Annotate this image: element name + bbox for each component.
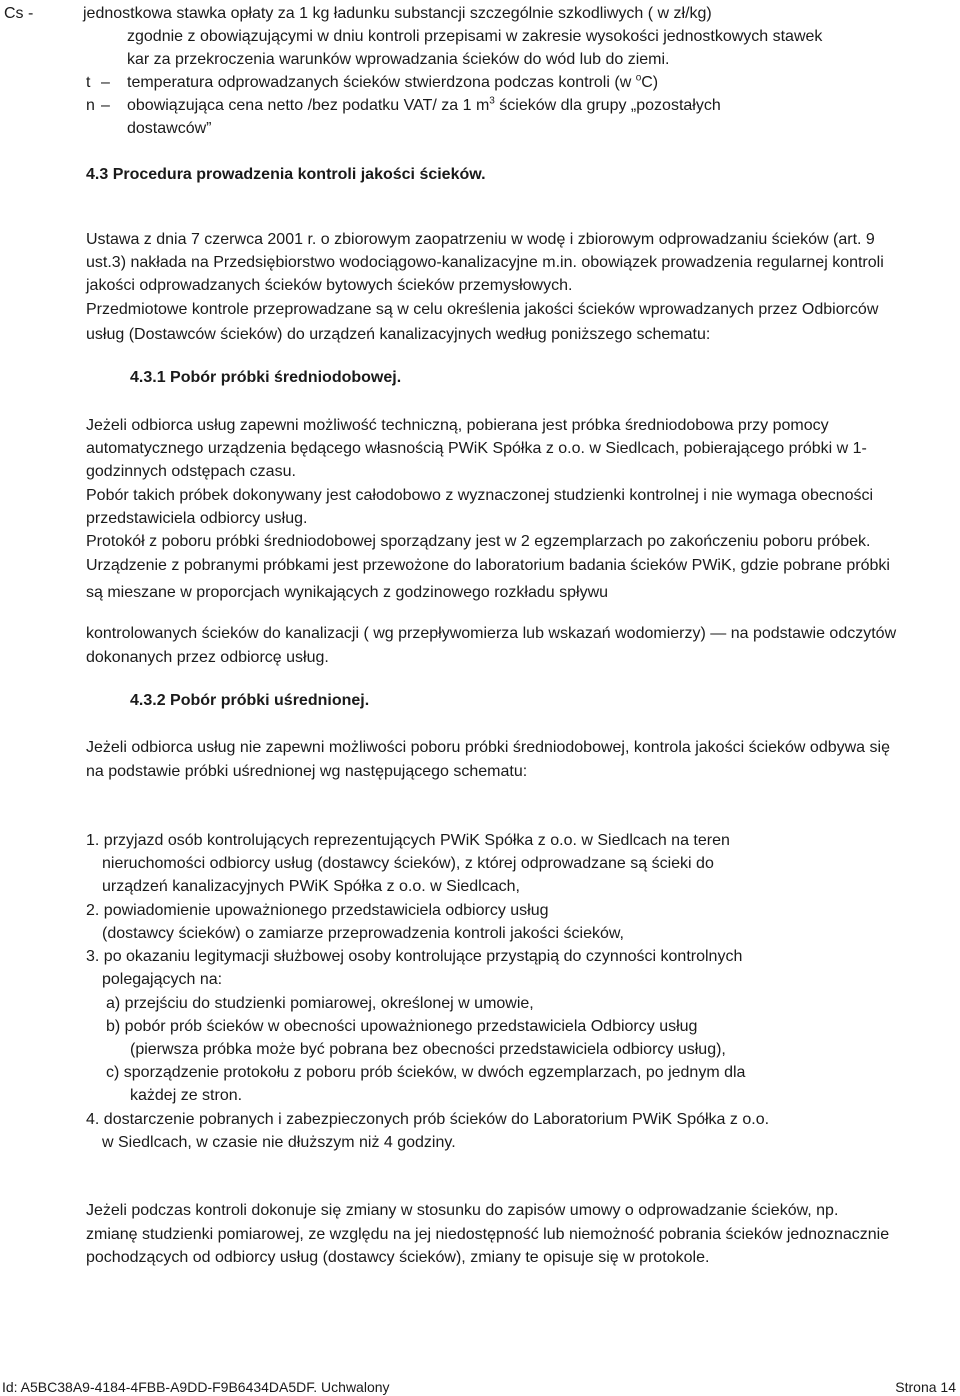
paragraph-line: Protokół z poboru próbki średniodobowej sporządzany jest w 2 egzemplarzach po zakończeniu poboru próbek. bbox=[86, 533, 871, 550]
paragraph-line: godzinnych odstępach czasu. bbox=[86, 463, 296, 480]
paragraph-line: Jeżeli odbiorca usług nie zapewni możliwości poboru próbki średniodobowej, kontrola jakości ścieków odbywa się bbox=[86, 739, 890, 756]
paragraph-line: ust.3) nakłada na Przedsiębiorstwo wodociągowo-kanalizacyjne m.in. obowiązek prowadzenia regularnej kontroli bbox=[86, 254, 884, 271]
paragraph-line: automatycznego urządzenia będącego własnością PWiK Spółka z o.o. w Siedlcach, pobierającego próbki w 1- bbox=[86, 440, 867, 457]
paragraph-line: Przedmiotowe kontrole przeprowadzane są w celu określenia jakości ścieków wprowadzanych przez Odbiorców bbox=[86, 301, 879, 318]
paragraph-line: pochodzących od odbiorcy usług (dostawcy ścieków), zmiany te opisuje się w protokole. bbox=[86, 1249, 710, 1266]
paragraph-line: Pobór takich próbek dokonywany jest całodobowo z wyznaczonej studzienki kontrolnej i nie wymaga obecności bbox=[86, 487, 874, 504]
section-heading-4-3-2: 4.3.2 Pobór próbki uśrednionej. bbox=[130, 692, 370, 709]
paragraph-line: na podstawie próbki uśrednionej wg następującego schematu: bbox=[86, 763, 528, 780]
sub-list-item: a) przejściu do studzienki pomiarowej, określonej w umowie, bbox=[106, 995, 534, 1012]
definition-cs-line: jednostkowa stawka opłaty za 1 kg ładunku substancji szczególnie szkodliwych ( w zł/kg) bbox=[83, 5, 712, 22]
paragraph-line: Urządzenie z pobranymi próbkami jest przewożone do laboratorium badania ścieków PWiK, gdzie pobrane próbki bbox=[86, 557, 890, 574]
paragraph-line: kontrolowanych ścieków do kanalizacji ( wg przepływomierza lub wskazań wodomierzy) — na podstawie odczytów bbox=[86, 625, 897, 642]
definition-t-text: temperatura odprowadzanych ścieków stwierdzona podczas kontroli (w $^o$C) bbox=[127, 72, 659, 91]
paragraph-line: Ustawa z dnia 7 czerwca 2001 r. o zbiorowym zaopatrzeniu w wodę i zbiorowym odprowadzaniu ścieków (art. 9 bbox=[86, 231, 875, 248]
list-item-continuation: polegających na: bbox=[102, 971, 223, 988]
list-item: 2. powiadomienie upoważnionego przedstawiciela odbiorcy usług bbox=[86, 902, 549, 919]
sub-list-item: c) sporządzenie protokołu z poboru prób ścieków, w dwóch egzemplarzach, po jednym dla bbox=[106, 1064, 746, 1081]
definition-cs-line: kar za przekroczenia warunków wprowadzania ścieków do wód lub do ziemi. bbox=[127, 51, 670, 68]
sub-list-item-continuation: (pierwsza próbka może być pobrana bez obecności przedstawiciela odbiorcy usług), bbox=[130, 1041, 726, 1058]
definition-n-text: obowiązująca cena netto /bez podatku VAT/ za 1 $m^3$ ścieków dla grupy „pozostałych bbox=[127, 95, 721, 114]
list-item: 4. dostarczenie pobranych i zabezpieczonych prób ścieków do Laboratorium PWiK Spółka z o.o. bbox=[86, 1111, 770, 1128]
paragraph-line: Jeżeli odbiorca usług zapewni możliwość techniczną, pobierana jest próbka średniodobowa przy pomocy bbox=[86, 417, 829, 434]
list-item-continuation: w Siedlcach, w czasie nie dłuższym niż 4 godziny. bbox=[102, 1134, 456, 1151]
definition-t-symbol: t bbox=[86, 74, 91, 91]
footer-document-id: Id: A5BC38A9-4184-4FBB-A9DD-F9B6434DA5DF. Uchwalony bbox=[2, 1379, 390, 1395]
list-item: 1. przyjazd osób kontrolujących reprezentujących PWiK Spółka z o.o. w Siedlcach na teren bbox=[86, 832, 730, 849]
list-item-continuation: (dostawcy ścieków) o zamiarze przeprowadzenia kontroli jakości ścieków, bbox=[102, 925, 624, 942]
paragraph-line: jakości odprowadzanych ścieków bytowych ścieków przemysłowych. bbox=[86, 277, 573, 294]
paragraph-line: zmianę studzienki pomiarowej, ze względu na jej niedostępność lub niemożność pobrania ścieków jednoznacznie bbox=[86, 1226, 890, 1243]
section-heading-4-3-1: 4.3.1 Pobór próbki średniodobowej. bbox=[130, 369, 402, 386]
definition-t-dash: – bbox=[101, 74, 110, 91]
sub-list-item: b) pobór prób ścieków w obecności upoważnionego przedstawiciela Odbiorcy usług bbox=[106, 1018, 698, 1035]
footer-page-number: Strona 14 bbox=[895, 1379, 956, 1395]
paragraph-line: są mieszane w proporcjach wynikających z godzinowego rozkładu spływu bbox=[86, 584, 609, 601]
paragraph-line: dokonanych przez odbiorcę usług. bbox=[86, 649, 329, 666]
sub-list-item-continuation: każdej ze stron. bbox=[130, 1087, 243, 1104]
definition-cs-symbol: Cs - bbox=[4, 5, 34, 22]
list-item-continuation: urządzeń kanalizacyjnych PWiK Spółka z o.o. w Siedlcach, bbox=[102, 878, 520, 895]
paragraph-line: przedstawiciela odbiorcy usług. bbox=[86, 510, 308, 527]
list-item: 3. po okazaniu legitymacji służbowej osoby kontrolujące przystąpią do czynności kontrolnych bbox=[86, 948, 743, 965]
list-item-continuation: nieruchomości odbiorcy usług (dostawcy ścieków), z której odprowadzane są ścieki do bbox=[102, 855, 714, 872]
definition-n-dash: – bbox=[101, 97, 110, 114]
section-heading-4-3: 4.3 Procedura prowadzenia kontroli jakości ścieków. bbox=[86, 166, 486, 183]
definition-n-line: dostawców” bbox=[127, 120, 212, 137]
paragraph-line: usług (Dostawców ścieków) do urządzeń kanalizacyjnych według poniższego schematu: bbox=[86, 326, 711, 343]
definition-n-symbol: n bbox=[86, 97, 95, 114]
definition-cs-line: zgodnie z obowiązującymi w dniu kontroli przepisami w zakresie wysokości jednostkowych stawek bbox=[127, 28, 823, 45]
paragraph-line: Jeżeli podczas kontroli dokonuje się zmiany w stosunku do zapisów umowy o odprowadzanie ścieków, np. bbox=[86, 1202, 839, 1219]
